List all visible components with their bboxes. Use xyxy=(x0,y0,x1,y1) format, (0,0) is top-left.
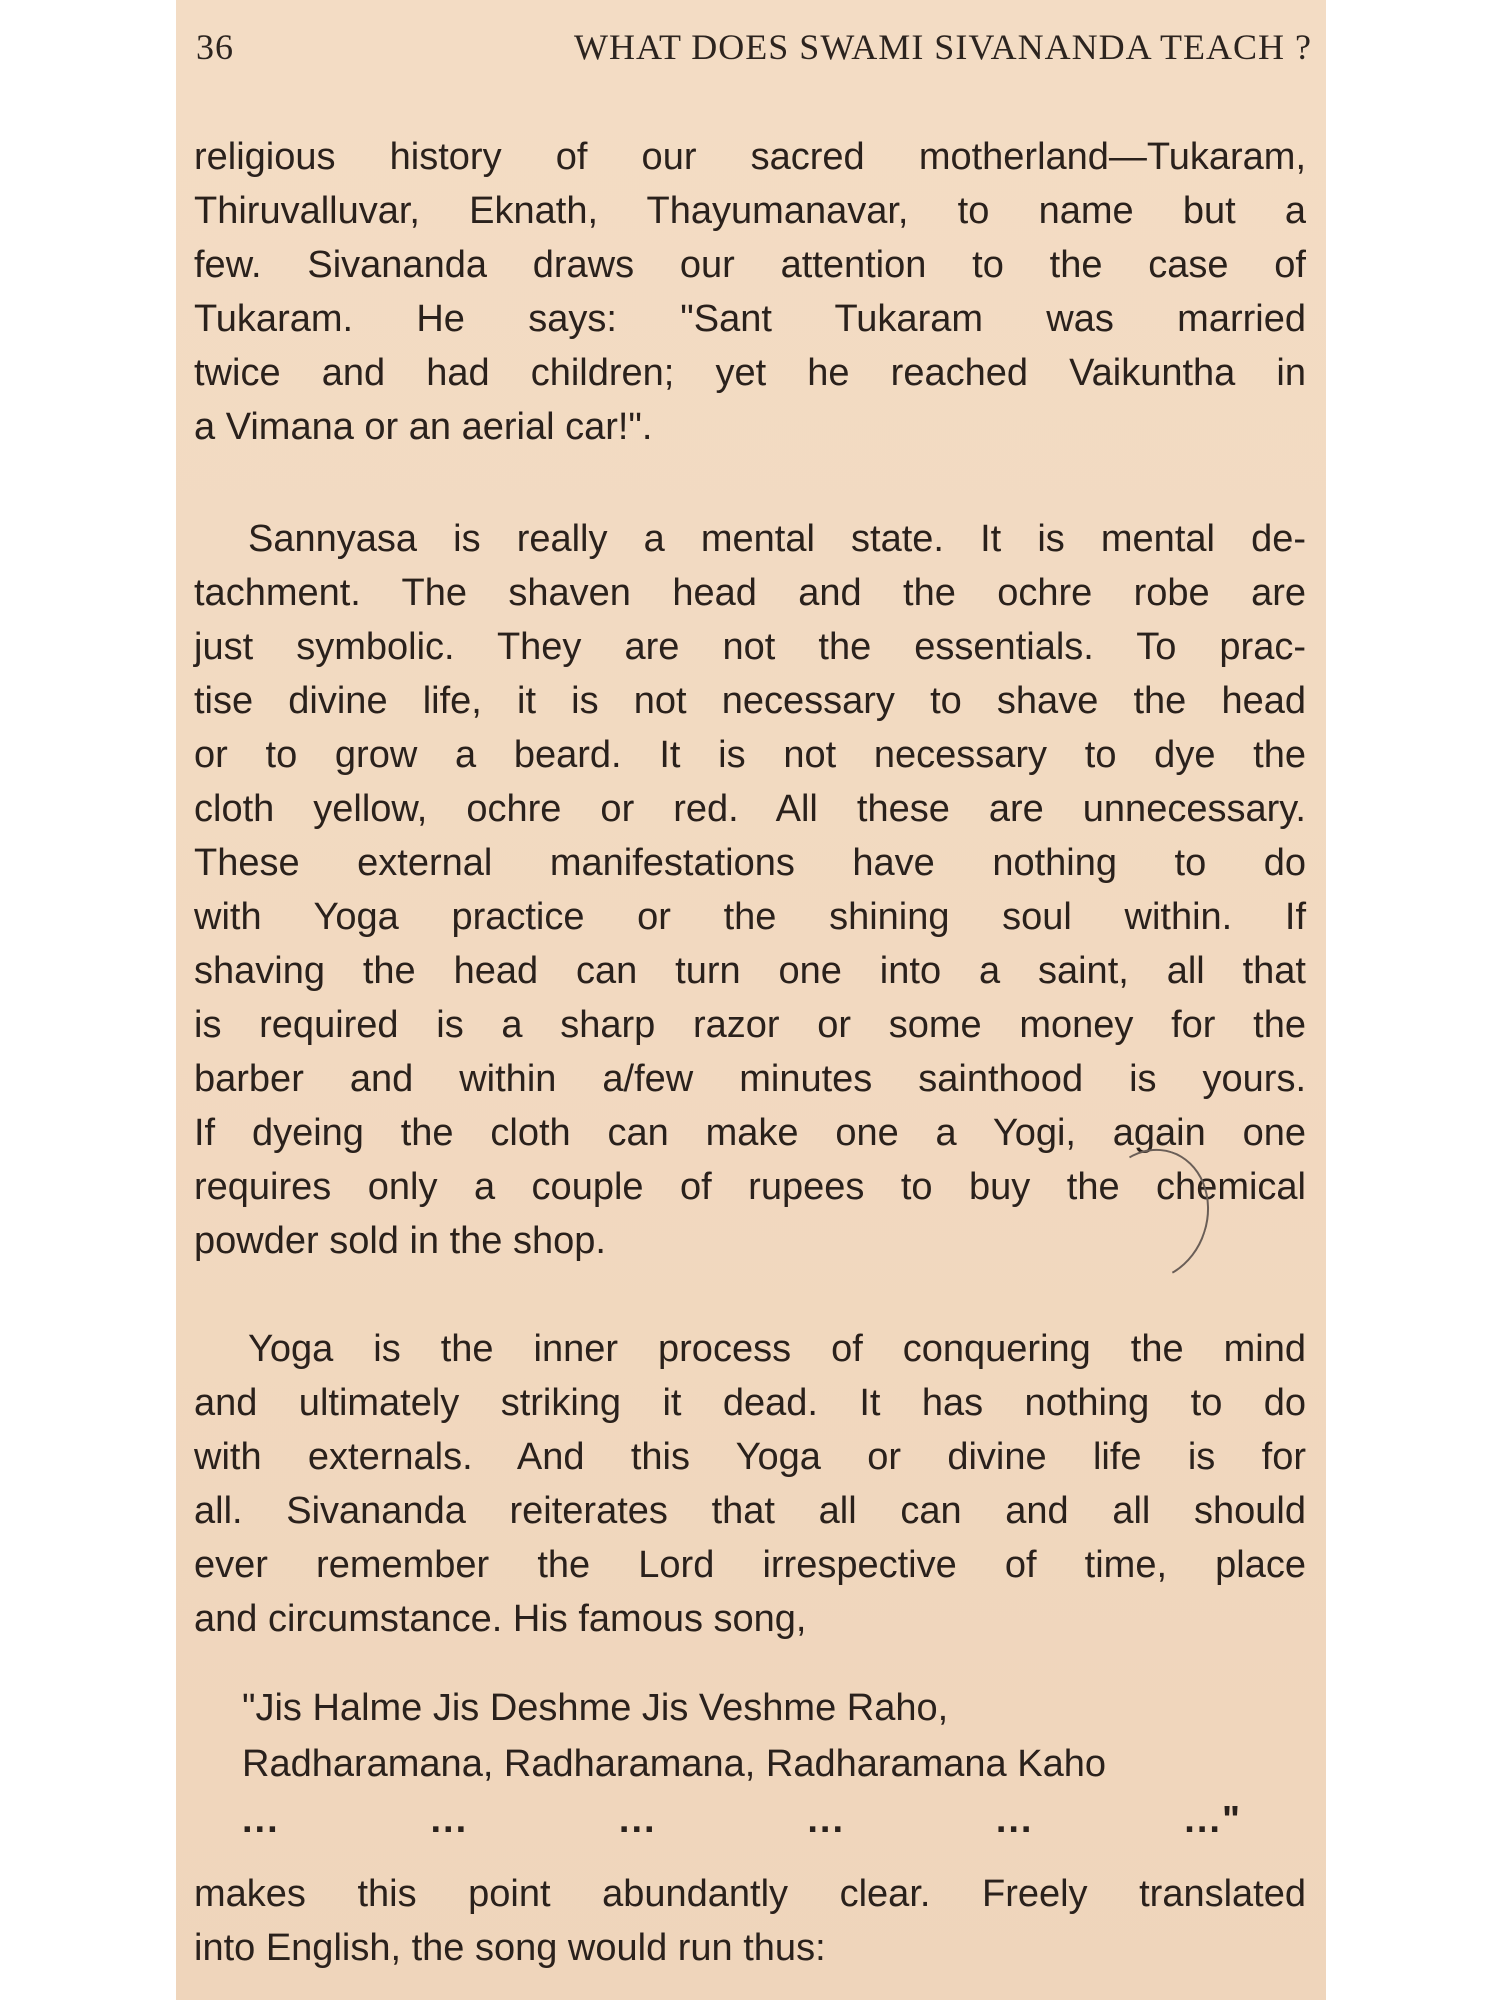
text-line: These external manifestations have nothing to do xyxy=(194,842,1306,884)
ellipsis: ..." xyxy=(1184,1799,1242,1841)
text-line: Tukaram. He says: "Sant Tukaram was married xyxy=(194,298,1306,340)
paragraph-4 xyxy=(194,1867,1306,1975)
page-number: 36 xyxy=(196,27,234,67)
verse-line: "Jis Halme Jis Deshme Jis Veshme Raho, xyxy=(242,1687,949,1729)
text-line: Thiruvalluvar, Eknath, Thayumanavar, to name but a xyxy=(194,190,1306,232)
text-line: tise divine life, it is not necessary to shave the head xyxy=(194,680,1306,722)
running-head: WHAT DOES SWAMI SIVANANDA TEACH ? xyxy=(573,27,1312,67)
text-line: is required is a sharp razor or some money for the xyxy=(194,1004,1306,1046)
text-line: Sannyasa is really a mental state. It is mental de- xyxy=(248,518,1306,560)
text-line: a Vimana or an aerial car!". xyxy=(194,406,653,448)
ellipsis: ... xyxy=(618,1799,657,1841)
ellipsis: ... xyxy=(995,1799,1034,1841)
page-header xyxy=(196,26,1312,76)
text-line: with externals. And this Yoga or divine life is for xyxy=(194,1436,1306,1478)
text-line: If dyeing the cloth can make one a Yogi, again one xyxy=(194,1112,1306,1154)
text-line: cloth yellow, ochre or red. All these are unnecessary. xyxy=(194,788,1306,830)
text-line: barber and within a/few minutes sainthood is yours. xyxy=(194,1058,1306,1100)
text-line: and ultimately striking it dead. It has nothing to do xyxy=(194,1382,1306,1424)
verse-ellipsis-line xyxy=(242,1792,1242,1848)
text-line: makes this point abundantly clear. Freely translated xyxy=(194,1873,1306,1915)
ellipsis: ... xyxy=(242,1799,280,1841)
text-line: tachment. The shaven head and the ochre robe are xyxy=(194,572,1306,614)
song-verse xyxy=(242,1680,1262,1848)
text-line: requires only a couple of rupees to buy the chemical xyxy=(194,1166,1306,1208)
text-line: few. Sivananda draws our attention to the case of xyxy=(194,244,1306,286)
verse-line: Radharamana, Radharamana, Radharamana Kaho xyxy=(242,1743,1106,1785)
text-line: Yoga is the inner process of conquering the mind xyxy=(248,1328,1306,1370)
text-line: or to grow a beard. It is not necessary to dye the xyxy=(194,734,1306,776)
text-line: all. Sivananda reiterates that all can and all should xyxy=(194,1490,1306,1532)
ellipsis: ... xyxy=(430,1799,469,1841)
text-line: and circumstance. His famous song, xyxy=(194,1598,807,1640)
book-page xyxy=(176,0,1326,2000)
text-line: religious history of our sacred motherland—Tukaram, xyxy=(194,136,1306,178)
paragraph-3 xyxy=(194,1322,1306,1646)
ellipsis: ... xyxy=(807,1799,846,1841)
text-line: ever remember the Lord irrespective of time, place xyxy=(194,1544,1306,1586)
paragraph-1 xyxy=(194,130,1306,454)
text-line: powder sold in the shop. xyxy=(194,1220,606,1262)
text-line: into English, the song would run thus: xyxy=(194,1927,826,1969)
text-line: twice and had children; yet he reached Vaikuntha in xyxy=(194,352,1306,394)
text-line: shaving the head can turn one into a saint, all that xyxy=(194,950,1306,992)
text-line: with Yoga practice or the shining soul within. If xyxy=(194,896,1306,938)
text-line: just symbolic. They are not the essentials. To prac- xyxy=(194,626,1306,668)
